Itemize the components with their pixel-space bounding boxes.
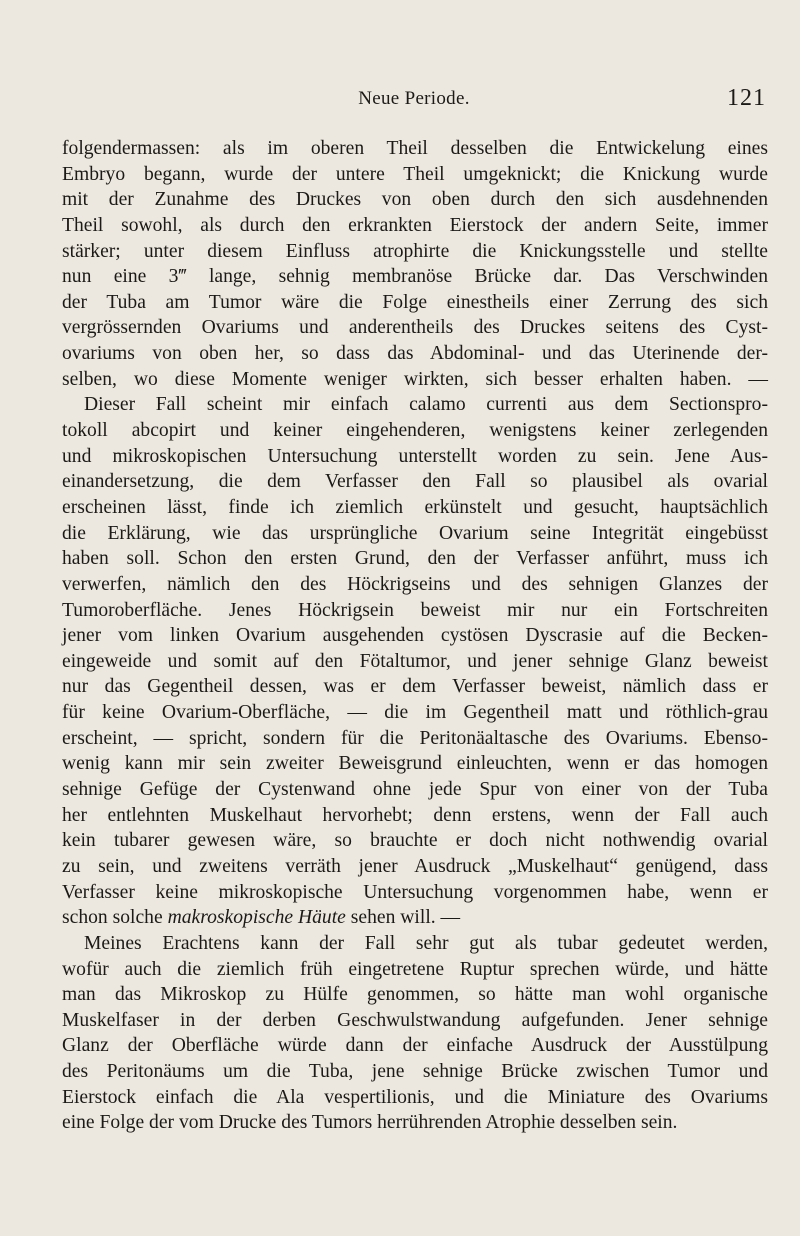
- text-line: Verfasser keine mikroskopische Untersuchung vorgenommen habe, wenn er: [62, 881, 768, 903]
- text-line: erscheinen lässt, finde ich ziemlich erkünstelt und gesucht, hauptsächlich: [62, 496, 768, 518]
- text-line: nur das Gegentheil dessen, was er dem Verfasser beweist, nämlich dass er: [62, 676, 768, 698]
- text-line: Eierstock einfach die Ala vespertilionis, und die Miniature des Ovariums: [62, 1086, 768, 1108]
- text-line: einandersetzung, die dem Verfasser den Fall so plausibel als ovarial: [62, 471, 768, 493]
- text-line: Dieser Fall scheint mir einfach calamo currenti aus dem Sectionspro-: [84, 394, 768, 416]
- text-line: Meines Erachtens kann der Fall sehr gut als tubar gedeutet werden,: [84, 932, 768, 954]
- text-line: der Tuba am Tumor wäre die Folge einestheils einer Zerrung des sich: [62, 291, 768, 313]
- text-line: Tumoroberfläche. Jenes Höckrigsein beweist mir nur ein Fortschreiten: [62, 599, 768, 621]
- text-line: und mikroskopischen Untersuchung unterstellt worden zu sein. Jene Aus-: [62, 445, 768, 467]
- text-line: Embryo begann, wurde der untere Theil umgeknickt; die Knickung wurde: [62, 163, 768, 185]
- italic-phrase: makroskopische Häute: [167, 907, 346, 929]
- text-line: vergrössernden Ovariums und anderentheils des Druckes seitens des Cyst-: [62, 317, 768, 339]
- text-line: wofür auch die ziemlich früh eingetretene Ruptur sprechen würde, und hätte: [62, 958, 768, 980]
- text-line: sehnige Gefüge der Cystenwand ohne jede Spur von einer von der Tuba: [62, 779, 768, 801]
- text-line: des Peritonäums um die Tuba, jene sehnige Brücke zwischen Tumor und: [62, 1061, 768, 1083]
- text-line: mit der Zunahme des Druckes von oben durch den sich ausdehnenden: [62, 189, 768, 211]
- text-line: haben soll. Schon den ersten Grund, den der Verfasser anführt, muss ich: [62, 548, 768, 570]
- text-line: tokoll abcopirt und keiner eingehenderen, wenigstens keiner zerlegenden: [62, 420, 768, 442]
- text-line: man das Mikroskop zu Hülfe genommen, so hätte man wohl organische: [62, 984, 768, 1006]
- text-line: Muskelfaser in der derben Geschwulstwandung aufgefunden. Jener sehnige: [62, 1009, 768, 1031]
- text-line: eine Folge der vom Drucke des Tumors herrührenden Atrophie desselben sein.: [62, 1112, 678, 1134]
- text-line: her entlehnten Muskelhaut hervorhebt; denn erstens, wenn der Fall auch: [62, 804, 768, 826]
- text-line: verwerfen, nämlich den des Höckrigseins und des sehnigen Glanzes der: [62, 573, 768, 595]
- text-line: ovariums von oben her, so dass das Abdominal- und das Uterinende der-: [62, 343, 768, 365]
- text-line: erscheint, — spricht, sondern für die Peritonäaltasche des Ovariums. Ebenso-: [62, 727, 768, 749]
- text-line: folgendermassen: als im oberen Theil desselben die Entwickelung eines: [62, 138, 768, 159]
- text-line: eingeweide und somit auf den Fötaltumor, und jener sehnige Glanz beweist: [62, 650, 768, 672]
- running-title: Neue Periode.: [358, 88, 470, 109]
- text-line: [62, 905, 768, 931]
- text-line: nun eine 3‴ lange, sehnig membranöse Brücke dar. Das Verschwinden: [62, 266, 768, 288]
- text-line: stärker; unter diesem Einfluss atrophirte die Knickungsstelle und stellte: [62, 240, 768, 262]
- running-header: [62, 86, 766, 116]
- text-line: kein tubarer gewesen wäre, so brauchte er doch nicht nothwendig ovarial: [62, 830, 768, 852]
- text-line: Theil sowohl, als durch den erkrankten Eierstock der andern Seite, immer: [62, 214, 768, 236]
- text-line: jener vom linken Ovarium ausgehenden cystösen Dyscrasie auf die Becken-: [62, 625, 768, 647]
- text-line: die Erklärung, wie das ursprüngliche Ovarium seine Integrität eingebüsst: [62, 522, 768, 544]
- text-line: zu sein, und zweitens verräth jener Ausdruck „Muskelhaut“ genügend, dass: [62, 855, 768, 877]
- text-line: selben, wo diese Momente weniger wirkten, sich besser erhalten haben. —: [62, 368, 768, 390]
- page-number: 121: [727, 85, 766, 111]
- text-run: sehen will. —: [345, 907, 461, 929]
- text-line: für keine Ovarium-Oberfläche, — die im Gegentheil matt und röthlich-grau: [62, 702, 768, 724]
- body-text: [62, 136, 768, 1136]
- text-line: wenig kann mir sein zweiter Beweisgrund einleuchten, wenn er das homogen: [62, 753, 768, 775]
- text-run: schon solche: [62, 907, 168, 929]
- text-line: Glanz der Oberfläche würde dann der einfache Ausdruck der Ausstülpung: [62, 1035, 768, 1057]
